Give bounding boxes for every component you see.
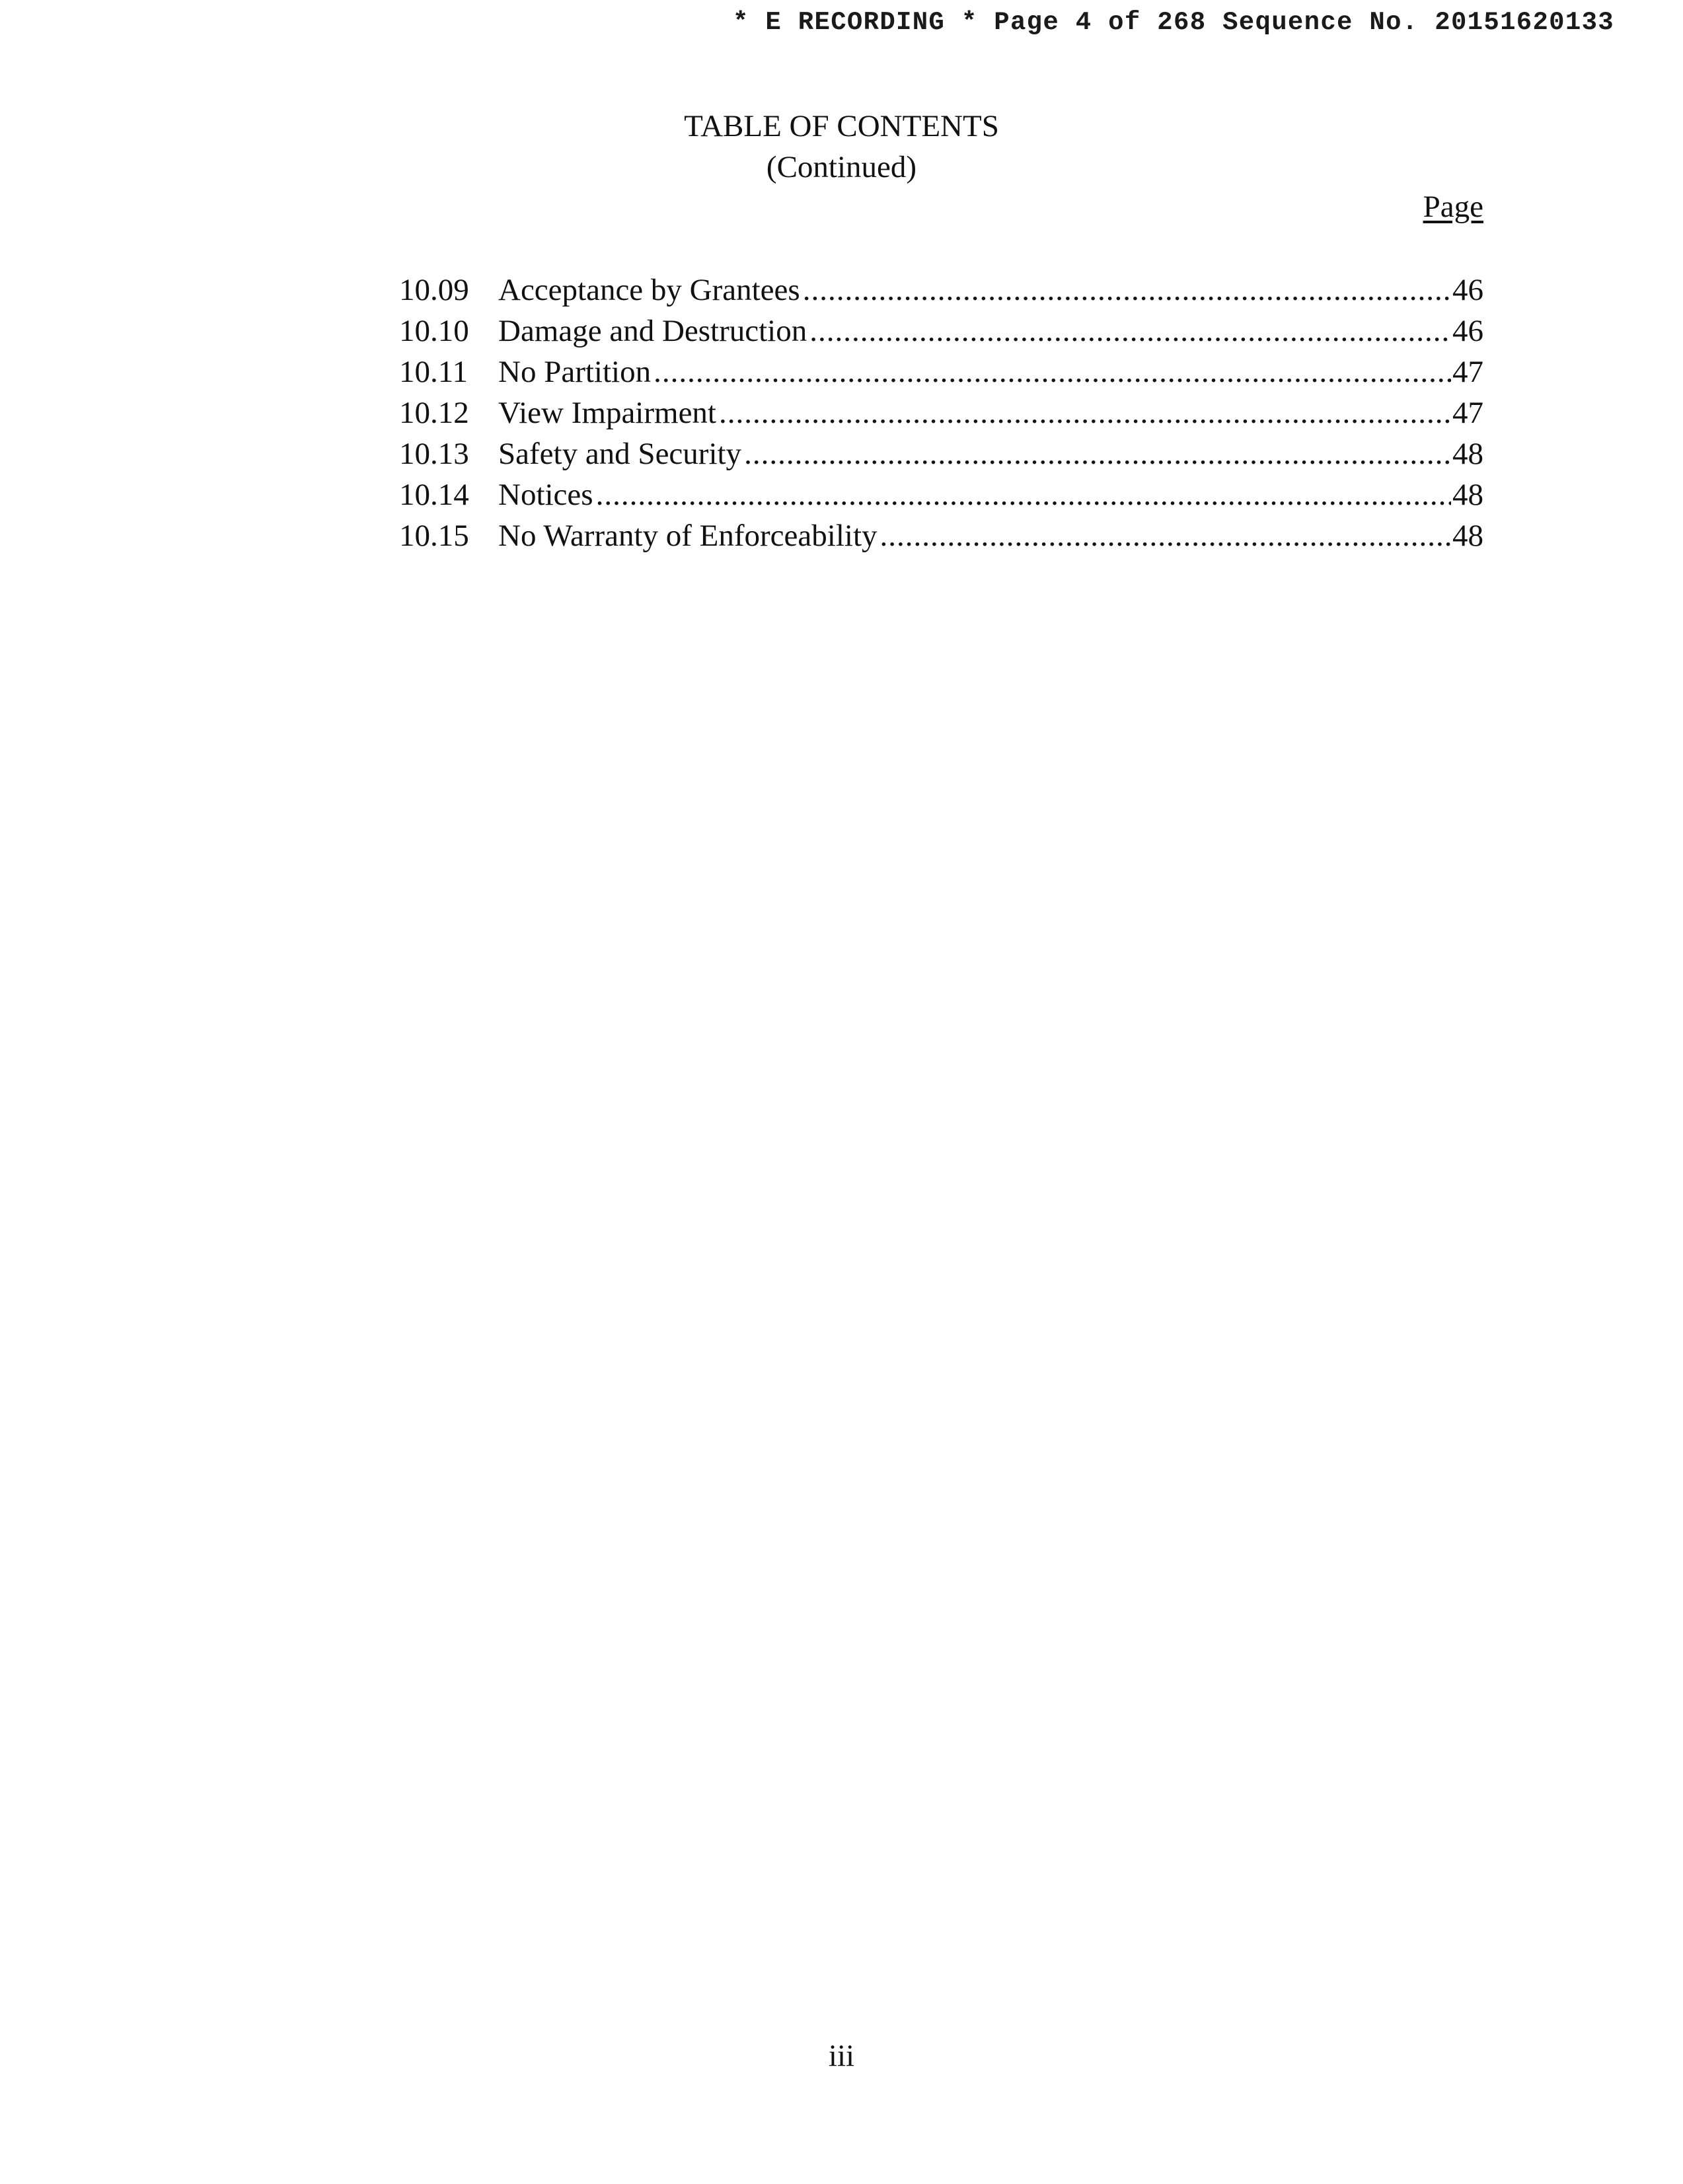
dot-leader: [744, 433, 1451, 474]
toc-entry-number: 10.10: [399, 314, 469, 348]
dot-leader: [596, 474, 1451, 515]
toc-entry-page: 47: [1452, 355, 1483, 389]
toc-entry-number: 10.11: [399, 355, 468, 389]
page-folio: iii: [828, 2039, 855, 2073]
toc-entry-title: Safety and Security: [498, 437, 742, 471]
toc-entry-number: 10.15: [399, 519, 469, 553]
toc-entry: [399, 310, 1483, 351]
toc-entry: [399, 392, 1483, 433]
dot-leader: [809, 310, 1451, 351]
recording-stamp: * E RECORDING * Page 4 of 268 Sequence No. 20151620133: [732, 8, 1614, 37]
toc-entry: [399, 515, 1483, 556]
dot-leader: [654, 351, 1451, 392]
toc-entry: [399, 351, 1483, 392]
toc-entry: [399, 433, 1483, 474]
toc-entry-number: 10.12: [399, 396, 469, 430]
toc-entry-page: 48: [1452, 437, 1483, 471]
toc-entry-page: 46: [1452, 314, 1483, 348]
dot-leader: [803, 270, 1451, 310]
toc-entry-number: 10.09: [399, 273, 469, 307]
toc-entry-number: 10.14: [399, 478, 469, 512]
toc-entry: [399, 474, 1483, 515]
page-column-label: Page: [1423, 190, 1483, 224]
toc-subtitle: (Continued): [766, 150, 917, 184]
toc-entry: [399, 270, 1483, 310]
toc-entry-title: No Warranty of Enforceability: [498, 519, 878, 553]
toc-entry-number: 10.13: [399, 437, 469, 471]
toc-entry-title: Damage and Destruction: [498, 314, 807, 348]
toc-entry-title: No Partition: [498, 355, 652, 389]
toc-entry-page: 48: [1452, 519, 1483, 553]
toc-entry-page: 47: [1452, 396, 1483, 430]
toc-title: TABLE OF CONTENTS: [684, 109, 999, 143]
toc-list: [399, 270, 1483, 556]
toc-entry-title: View Impairment: [498, 396, 716, 430]
toc-entry-page: 46: [1452, 273, 1483, 307]
toc-entry-title: Acceptance by Grantees: [498, 273, 800, 307]
dot-leader: [880, 515, 1451, 556]
toc-heading: [0, 106, 1683, 188]
toc-entry-page: 48: [1452, 478, 1483, 512]
dot-leader: [719, 392, 1451, 433]
toc-entry-title: Notices: [498, 478, 593, 512]
